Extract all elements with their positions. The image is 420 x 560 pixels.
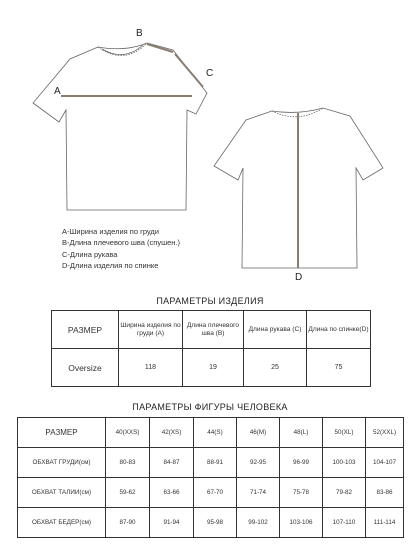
table-cell: 107-110 [323,508,366,538]
table-cell: 79-82 [323,478,366,508]
label-a: A [54,86,61,97]
row-label: ОБХВАТ БЕДЕР(см) [18,508,106,538]
measure-b-line [147,44,173,52]
header-cell: Длина рукава (С) [244,311,307,349]
row-label: ОБХВАТ ТАЛИИ(см) [18,478,106,508]
table-cell: 67-70 [194,478,237,508]
row-label: ОБХВАТ ГРУДИ(см) [18,448,106,478]
table-cell: 91-94 [150,508,194,538]
label-d: D [295,272,303,283]
header-cell: 44(S) [194,418,237,448]
header-cell: 52(XXL) [366,418,404,448]
legend-item-a: A-Ширина изделия по груди [62,227,159,236]
table-cell: 75-78 [280,478,323,508]
legend-item-b: B-Длина плечевого шва (спушен.) [62,238,181,248]
table-header-row [52,311,371,349]
table-cell: 111-114 [366,508,404,538]
table-row [18,448,404,478]
table-cell: 25 [244,349,307,387]
measurement-legend [62,226,180,272]
measure-c-line [175,54,203,87]
header-cell: 48(L) [280,418,323,448]
table-cell: 104-107 [366,448,404,478]
header-cell: Длина плечевого шва (В) [183,311,244,349]
product-params-table [51,310,371,387]
table-cell: 80-83 [106,448,150,478]
label-c: C [206,68,214,79]
header-cell: РАЗМЕР [18,418,106,448]
table-cell: 118 [119,349,183,387]
table-cell: 71-74 [237,478,280,508]
header-cell: Длина по спинке(D) [307,311,371,349]
table-cell: 96-99 [280,448,323,478]
header-cell: РАЗМЕР [52,311,119,349]
table-row [52,349,371,387]
table-cell: 95-98 [194,508,237,538]
table-cell: 75 [307,349,371,387]
table-cell: 88-91 [194,448,237,478]
table-cell: 99-102 [237,508,280,538]
table-cell: 19 [183,349,244,387]
table-cell: 103-106 [280,508,323,538]
legend-item-c: C-Длина рукава [62,249,118,259]
table-cell: 92-95 [237,448,280,478]
table-cell: 59-62 [106,478,150,508]
legend-item-d: D-Длина изделия по спинке [62,261,159,271]
header-cell: 50(XL) [323,418,366,448]
table-cell: 63-66 [150,478,194,508]
table-cell: 83-86 [366,478,404,508]
row-label: Oversize [52,349,119,387]
table-row [18,508,404,538]
tshirt-front-icon [33,43,207,210]
label-b: B [136,28,143,39]
table-header-row [18,418,404,448]
header-cell: 46(M) [237,418,280,448]
table-cell: 100-103 [323,448,366,478]
header-cell: Ширина изделия по груди (А) [119,311,183,349]
figure-params-table [17,417,404,538]
product-params-title: ПАРАМЕТРЫ ИЗДЕЛИЯ [156,296,264,306]
table-cell: 84-87 [150,448,194,478]
table-cell: 87-90 [106,508,150,538]
table-row [18,478,404,508]
header-cell: 42(XS) [150,418,194,448]
header-cell: 40(XXS) [106,418,150,448]
figure-params-title: ПАРАМЕТРЫ ФИГУРЫ ЧЕЛОВЕКА [132,402,288,412]
